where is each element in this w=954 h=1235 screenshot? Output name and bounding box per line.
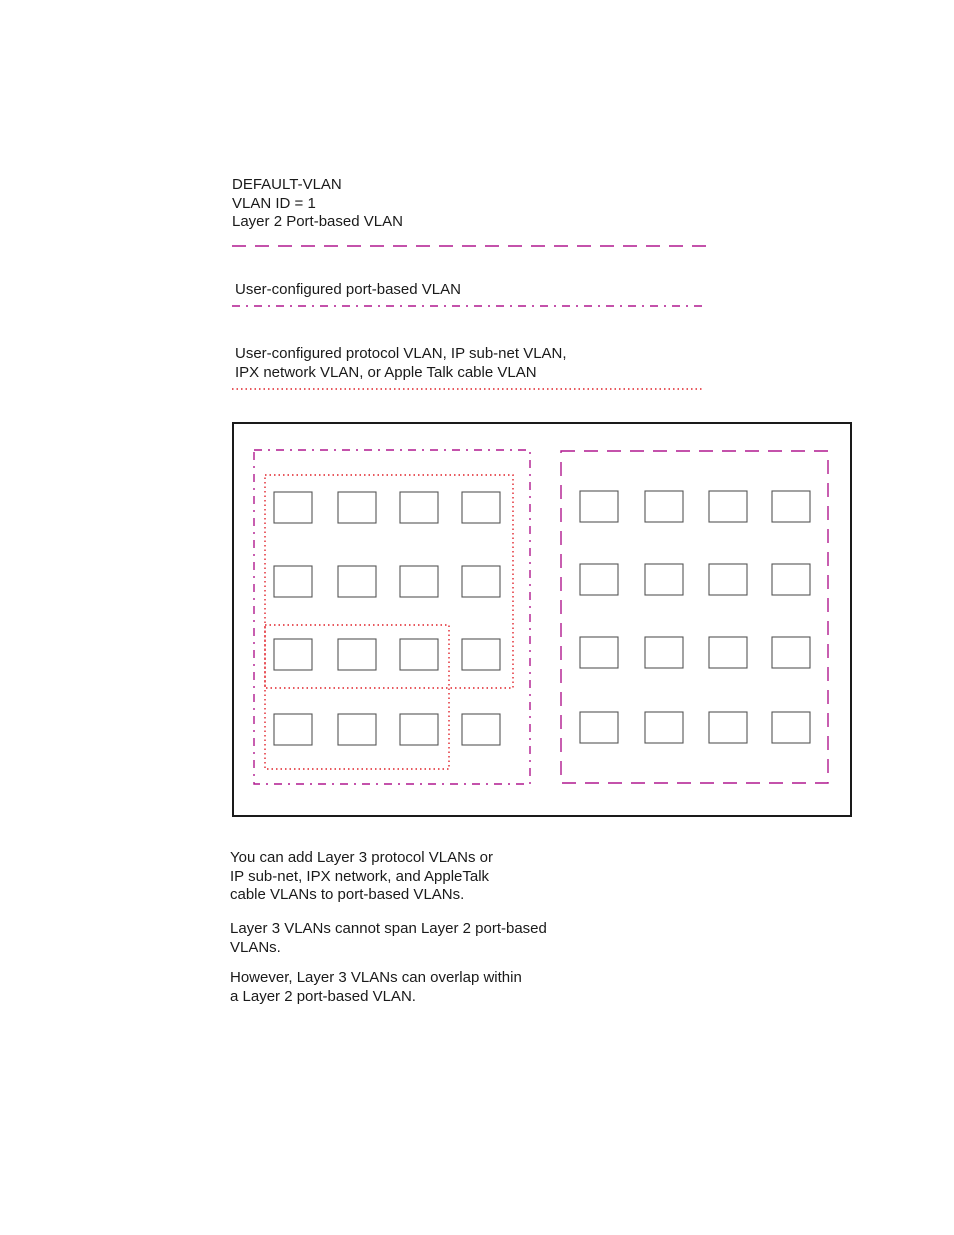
switch-port	[772, 712, 810, 743]
switch-port	[274, 492, 312, 523]
switch-port	[338, 566, 376, 597]
switch-port	[580, 637, 618, 668]
legend-protocol-vlan	[235, 345, 567, 382]
note-line: You can add Layer 3 protocol VLANs or	[230, 849, 493, 866]
note-line: cable VLANs to port-based VLANs.	[230, 886, 465, 903]
switch-port	[400, 714, 438, 745]
note-line: VLANs.	[230, 938, 281, 956]
switch-port	[645, 712, 683, 743]
legend-default-vlan	[232, 176, 403, 232]
switch-port	[462, 714, 500, 745]
switch-port	[709, 564, 747, 595]
legend-default-vlan-type: Layer 2 Port-based VLAN	[232, 213, 403, 230]
legend-port-vlan	[235, 281, 461, 300]
switch-port	[772, 491, 810, 522]
switch-port	[580, 712, 618, 743]
note-line: Layer 3 VLANs cannot span Layer 2 port-based	[230, 920, 547, 937]
switch-port	[462, 639, 500, 670]
switch-port	[580, 564, 618, 595]
switch-port	[772, 637, 810, 668]
switch-port	[645, 564, 683, 595]
legend-dash-dot-line	[232, 303, 706, 309]
legend-protocol-vlan-line-1: User-configured protocol VLAN, IP sub-net VLAN,	[235, 345, 567, 362]
switch-port	[772, 564, 810, 595]
switch-port	[400, 566, 438, 597]
legend-protocol-vlan-line-2: IPX network VLAN, or Apple Talk cable VLAN	[235, 363, 537, 381]
switch-port	[462, 492, 500, 523]
switch-port	[338, 639, 376, 670]
legend-port-vlan-label: User-configured port-based VLAN	[235, 281, 461, 298]
note-can-overlap	[230, 969, 522, 1006]
switch-port	[580, 491, 618, 522]
switch-port	[274, 639, 312, 670]
switch-port	[709, 712, 747, 743]
left-port-group	[274, 492, 500, 745]
switch-port	[645, 491, 683, 522]
right-port-group	[580, 491, 810, 743]
note-line: IP sub-net, IPX network, and AppleTalk	[230, 867, 490, 885]
legend-default-vlan-id: VLAN ID = 1	[232, 194, 316, 212]
switch-port	[338, 492, 376, 523]
legend-long-dash-line	[232, 243, 706, 249]
switch-frame	[233, 423, 851, 816]
switch-port	[645, 637, 683, 668]
note-line: However, Layer 3 VLANs can overlap within	[230, 969, 522, 986]
legend-default-vlan-name: DEFAULT-VLAN	[232, 176, 342, 193]
switch-port	[400, 639, 438, 670]
legend-dotted-line	[232, 386, 706, 392]
switch-port	[709, 491, 747, 522]
note-cannot-span	[230, 920, 547, 957]
switch-port	[709, 637, 747, 668]
note-add-layer3	[230, 849, 493, 905]
note-line: a Layer 2 port-based VLAN.	[230, 987, 416, 1005]
switch-port	[400, 492, 438, 523]
switch-port	[274, 566, 312, 597]
switch-port	[338, 714, 376, 745]
switch-port	[274, 714, 312, 745]
switch-port	[462, 566, 500, 597]
